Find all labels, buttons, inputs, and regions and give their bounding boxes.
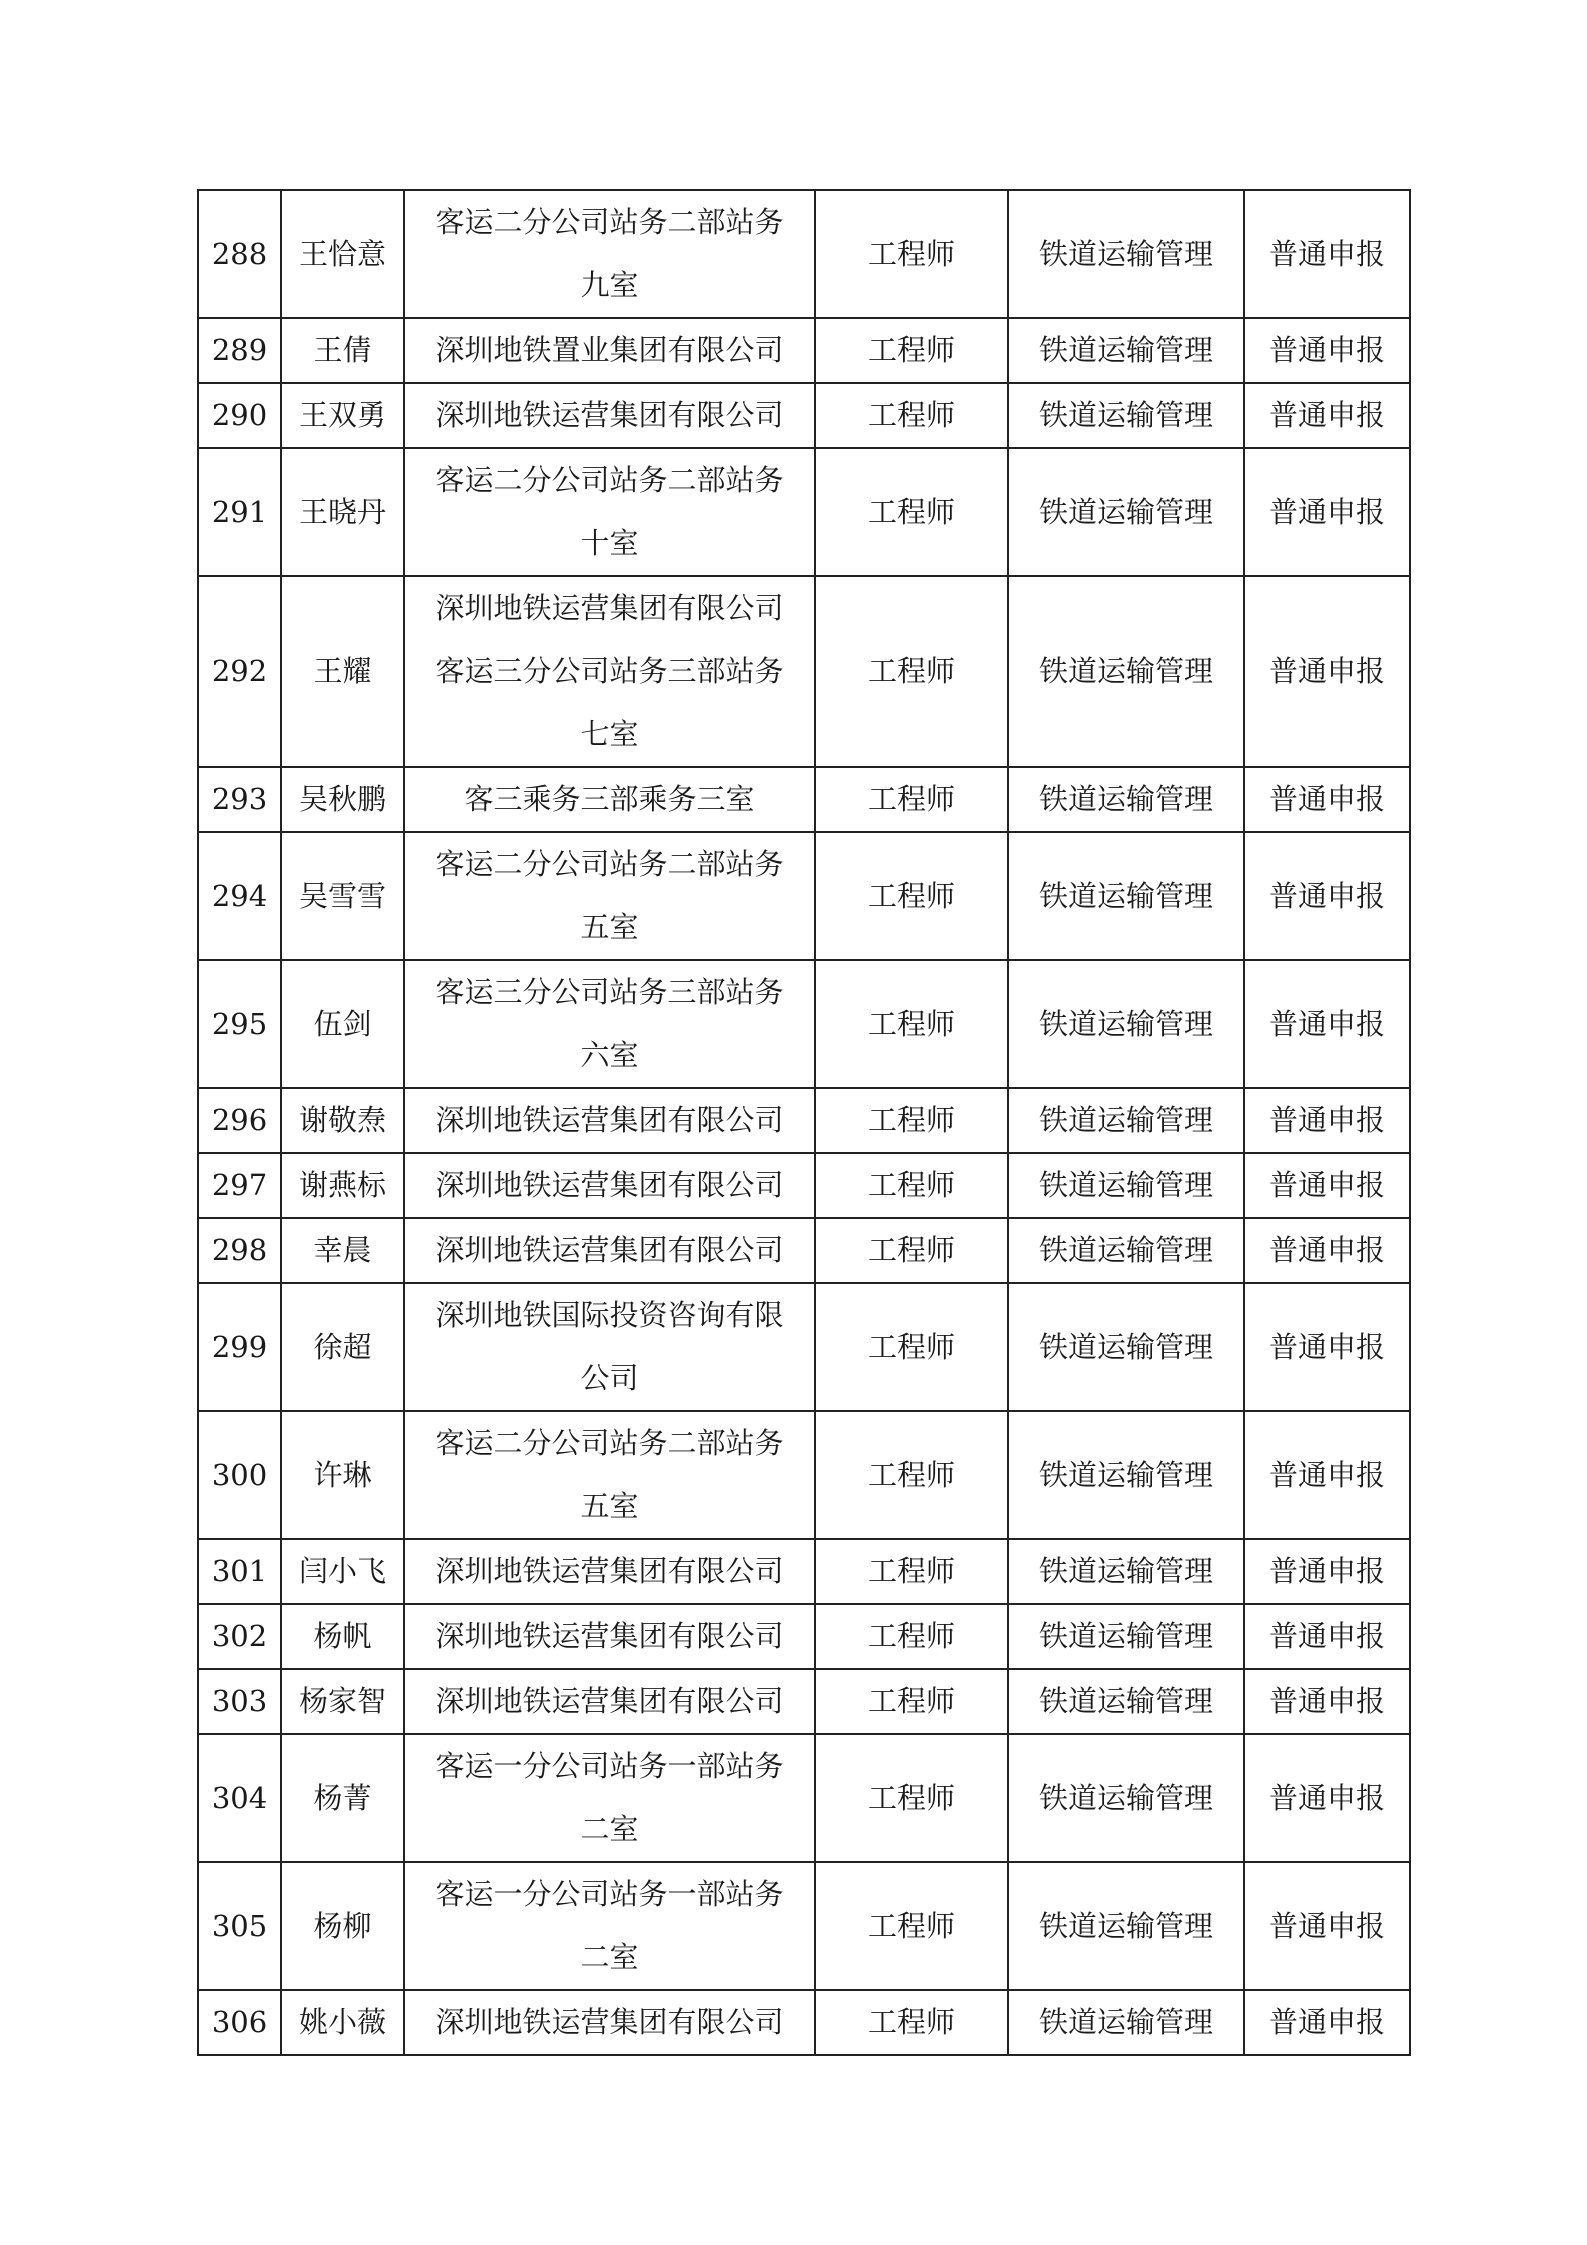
major-cell: 铁道运输管理 (1008, 1218, 1244, 1283)
name-cell: 伍剑 (281, 960, 404, 1088)
table-row (198, 767, 1410, 832)
major-cell: 铁道运输管理 (1008, 1990, 1244, 2055)
name-cell: 幸晨 (281, 1218, 404, 1283)
unit-line: 客运二分公司站务二部站务 (435, 1426, 784, 1460)
application-type-cell: 普通申报 (1244, 1990, 1410, 2055)
unit-line: 深圳地铁运营集团有限公司 (435, 1684, 784, 1718)
application-type-cell: 普通申报 (1244, 383, 1410, 448)
major-cell: 铁道运输管理 (1008, 1283, 1244, 1411)
application-type-cell: 普通申报 (1244, 1411, 1410, 1539)
name-cell: 王倩 (281, 318, 404, 383)
application-type-cell: 普通申报 (1244, 1283, 1410, 1411)
row-number-cell: 291 (198, 448, 281, 576)
table-row (198, 1153, 1410, 1218)
unit-cell (404, 190, 815, 318)
unit-line: 深圳地铁运营集团有限公司 (435, 1233, 784, 1267)
table-row (198, 1218, 1410, 1283)
table-row (198, 1539, 1410, 1604)
table-row (198, 1088, 1410, 1153)
unit-line: 深圳地铁运营集团有限公司 (435, 1103, 784, 1137)
unit-cell (404, 1088, 815, 1153)
name-cell: 杨菁 (281, 1734, 404, 1862)
unit-cell (404, 1283, 815, 1411)
application-type-cell: 普通申报 (1244, 1218, 1410, 1283)
major-cell: 铁道运输管理 (1008, 1734, 1244, 1862)
major-cell: 铁道运输管理 (1008, 1539, 1244, 1604)
application-type-cell: 普通申报 (1244, 1088, 1410, 1153)
row-number-cell: 298 (198, 1218, 281, 1283)
major-cell: 铁道运输管理 (1008, 1604, 1244, 1669)
unit-cell (404, 1990, 815, 2055)
unit-cell (404, 960, 815, 1088)
table-row (198, 448, 1410, 576)
unit-cell (404, 1218, 815, 1283)
table-row (198, 1411, 1410, 1539)
unit-line: 客运三分公司站务三部站务 (435, 975, 784, 1009)
application-type-cell: 普通申报 (1244, 576, 1410, 767)
unit-cell (404, 383, 815, 448)
row-number-cell: 300 (198, 1411, 281, 1539)
table-row (198, 1990, 1410, 2055)
unit-cell (404, 448, 815, 576)
major-cell: 铁道运输管理 (1008, 1862, 1244, 1990)
name-cell: 王恰意 (281, 190, 404, 318)
unit-line: 客三乘务三部乘务三室 (464, 782, 755, 816)
unit-cell (404, 318, 815, 383)
name-cell: 闫小飞 (281, 1539, 404, 1604)
name-cell: 徐超 (281, 1283, 404, 1411)
unit-line: 五室 (580, 1489, 639, 1523)
application-type-cell: 普通申报 (1244, 832, 1410, 960)
title-cell: 工程师 (815, 1862, 1008, 1990)
title-cell: 工程师 (815, 190, 1008, 318)
title-cell: 工程师 (815, 767, 1008, 832)
major-cell: 铁道运输管理 (1008, 190, 1244, 318)
row-number-cell: 293 (198, 767, 281, 832)
unit-line: 客运二分公司站务二部站务 (435, 847, 784, 881)
application-type-cell: 普通申报 (1244, 1669, 1410, 1734)
row-number-cell: 297 (198, 1153, 281, 1218)
title-cell: 工程师 (815, 1734, 1008, 1862)
row-number-cell: 294 (198, 832, 281, 960)
application-type-cell: 普通申报 (1244, 1153, 1410, 1218)
application-type-cell: 普通申报 (1244, 1862, 1410, 1990)
application-type-cell: 普通申报 (1244, 1734, 1410, 1862)
unit-cell (404, 1862, 815, 1990)
unit-line: 深圳地铁运营集团有限公司 (435, 1554, 784, 1588)
row-number-cell: 303 (198, 1669, 281, 1734)
major-cell: 铁道运输管理 (1008, 448, 1244, 576)
row-number-cell: 304 (198, 1734, 281, 1862)
table-row (198, 1604, 1410, 1669)
application-type-cell: 普通申报 (1244, 1539, 1410, 1604)
name-cell: 王晓丹 (281, 448, 404, 576)
title-cell: 工程师 (815, 576, 1008, 767)
major-cell: 铁道运输管理 (1008, 1088, 1244, 1153)
unit-line: 深圳地铁运营集团有限公司 (435, 2005, 784, 2039)
unit-line: 二室 (580, 1940, 639, 1974)
title-cell: 工程师 (815, 383, 1008, 448)
unit-line: 十室 (580, 526, 639, 560)
application-type-cell: 普通申报 (1244, 448, 1410, 576)
table-row (198, 383, 1410, 448)
table-row (198, 832, 1410, 960)
row-number-cell: 295 (198, 960, 281, 1088)
row-number-cell: 301 (198, 1539, 281, 1604)
unit-cell (404, 832, 815, 960)
unit-cell (404, 1604, 815, 1669)
unit-cell (404, 1539, 815, 1604)
application-type-cell: 普通申报 (1244, 190, 1410, 318)
name-cell: 王耀 (281, 576, 404, 767)
major-cell: 铁道运输管理 (1008, 1411, 1244, 1539)
unit-cell (404, 767, 815, 832)
row-number-cell: 290 (198, 383, 281, 448)
table-row (198, 576, 1410, 767)
unit-cell (404, 1734, 815, 1862)
unit-cell (404, 576, 815, 767)
unit-line: 公司 (580, 1361, 639, 1395)
unit-line: 深圳地铁运营集团有限公司 (435, 1168, 784, 1202)
title-cell: 工程师 (815, 1539, 1008, 1604)
major-cell: 铁道运输管理 (1008, 318, 1244, 383)
name-cell: 谢敬焘 (281, 1088, 404, 1153)
unit-line: 深圳地铁运营集团有限公司 (435, 591, 784, 625)
unit-line: 九室 (580, 268, 639, 302)
unit-cell (404, 1411, 815, 1539)
applicant-table (197, 189, 1411, 2056)
table-row (198, 1669, 1410, 1734)
table-row (198, 1283, 1410, 1411)
table-row (198, 1862, 1410, 1990)
row-number-cell: 306 (198, 1990, 281, 2055)
name-cell: 杨帆 (281, 1604, 404, 1669)
row-number-cell: 289 (198, 318, 281, 383)
unit-line: 深圳地铁国际投资咨询有限 (435, 1298, 784, 1332)
row-number-cell: 305 (198, 1862, 281, 1990)
row-number-cell: 288 (198, 190, 281, 318)
title-cell: 工程师 (815, 318, 1008, 383)
name-cell: 许琳 (281, 1411, 404, 1539)
name-cell: 吴雪雪 (281, 832, 404, 960)
unit-line: 深圳地铁运营集团有限公司 (435, 1619, 784, 1653)
title-cell: 工程师 (815, 960, 1008, 1088)
name-cell: 吴秋鹏 (281, 767, 404, 832)
name-cell: 姚小薇 (281, 1990, 404, 2055)
title-cell: 工程师 (815, 1283, 1008, 1411)
unit-line: 深圳地铁置业集团有限公司 (435, 333, 784, 367)
title-cell: 工程师 (815, 1669, 1008, 1734)
unit-line: 客运一分公司站务一部站务 (435, 1877, 784, 1911)
unit-line: 深圳地铁运营集团有限公司 (435, 398, 784, 432)
table-row (198, 318, 1410, 383)
name-cell: 谢燕标 (281, 1153, 404, 1218)
table-row (198, 1734, 1410, 1862)
unit-line: 二室 (580, 1812, 639, 1846)
application-type-cell: 普通申报 (1244, 318, 1410, 383)
title-cell: 工程师 (815, 1153, 1008, 1218)
unit-line: 七室 (580, 717, 639, 751)
unit-line: 客运三分公司站务三部站务 (435, 654, 784, 688)
name-cell: 王双勇 (281, 383, 404, 448)
table-row (198, 960, 1410, 1088)
major-cell: 铁道运输管理 (1008, 767, 1244, 832)
row-number-cell: 296 (198, 1088, 281, 1153)
title-cell: 工程师 (815, 1411, 1008, 1539)
unit-line: 五室 (580, 910, 639, 944)
title-cell: 工程师 (815, 1218, 1008, 1283)
application-type-cell: 普通申报 (1244, 1604, 1410, 1669)
application-type-cell: 普通申报 (1244, 767, 1410, 832)
unit-cell (404, 1669, 815, 1734)
title-cell: 工程师 (815, 1604, 1008, 1669)
unit-line: 六室 (580, 1038, 639, 1072)
title-cell: 工程师 (815, 832, 1008, 960)
table-row (198, 190, 1410, 318)
unit-line: 客运二分公司站务二部站务 (435, 463, 784, 497)
unit-line: 客运一分公司站务一部站务 (435, 1749, 784, 1783)
name-cell: 杨家智 (281, 1669, 404, 1734)
row-number-cell: 292 (198, 576, 281, 767)
row-number-cell: 299 (198, 1283, 281, 1411)
application-type-cell: 普通申报 (1244, 960, 1410, 1088)
name-cell: 杨柳 (281, 1862, 404, 1990)
major-cell: 铁道运输管理 (1008, 1669, 1244, 1734)
major-cell: 铁道运输管理 (1008, 383, 1244, 448)
major-cell: 铁道运输管理 (1008, 832, 1244, 960)
unit-cell (404, 1153, 815, 1218)
title-cell: 工程师 (815, 1088, 1008, 1153)
major-cell: 铁道运输管理 (1008, 576, 1244, 767)
major-cell: 铁道运输管理 (1008, 960, 1244, 1088)
major-cell: 铁道运输管理 (1008, 1153, 1244, 1218)
table-body (198, 190, 1410, 2055)
title-cell: 工程师 (815, 1990, 1008, 2055)
row-number-cell: 302 (198, 1604, 281, 1669)
unit-line: 客运二分公司站务二部站务 (435, 205, 784, 239)
title-cell: 工程师 (815, 448, 1008, 576)
